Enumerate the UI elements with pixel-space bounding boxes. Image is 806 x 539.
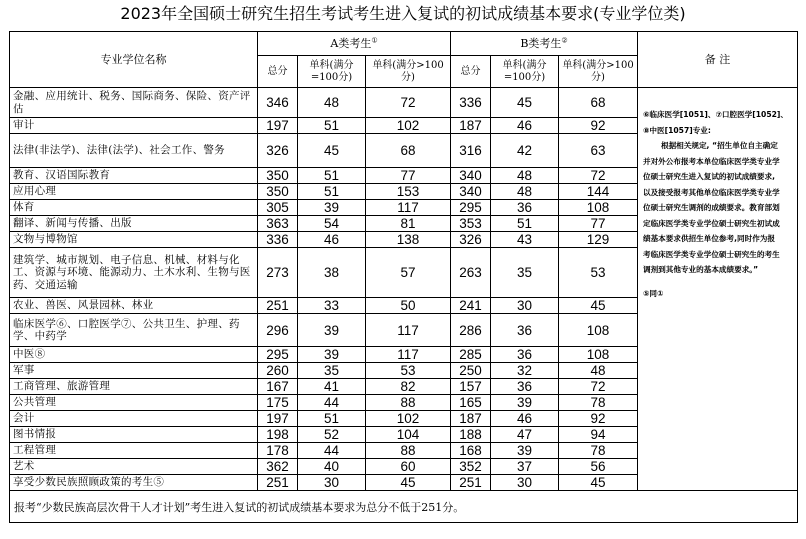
score-cell-a-100: 45 — [298, 134, 366, 168]
degree-name-cell: 审计 — [10, 118, 258, 134]
score-cell-b-gt100: 56 — [559, 459, 638, 475]
score-cell-b-total: 353 — [451, 216, 491, 232]
score-cell-b-100: 46 — [491, 411, 559, 427]
score-cell-a-gt100: 117 — [366, 314, 451, 347]
remarks-line: ⑤同① — [643, 288, 664, 298]
score-cell-b-100: 30 — [491, 475, 559, 491]
group-b-header — [451, 32, 638, 56]
score-cell-a-100: 44 — [298, 395, 366, 411]
score-cell-b-gt100: 72 — [559, 168, 638, 184]
degree-name-cell: 军事 — [10, 363, 258, 379]
score-cell-b-100: 39 — [491, 395, 559, 411]
score-cell-a-100: 46 — [298, 232, 366, 248]
score-cell-a-gt100: 60 — [366, 459, 451, 475]
score-cell-b-100: 36 — [491, 379, 559, 395]
remarks-cell — [638, 88, 798, 491]
a-single-100-header: 单科(满分=100分) — [298, 56, 366, 88]
score-cell-b-total: 188 — [451, 427, 491, 443]
score-cell-a-100: 39 — [298, 314, 366, 347]
score-cell-a-gt100: 72 — [366, 88, 451, 118]
remarks-line: 位硕士研究生进入复试的初试成绩要求, — [643, 172, 775, 181]
score-cell-a-gt100: 68 — [366, 134, 451, 168]
score-cell-a-total: 305 — [258, 200, 298, 216]
score-cell-a-total: 336 — [258, 232, 298, 248]
score-cell-b-100: 46 — [491, 118, 559, 134]
score-cell-b-gt100: 144 — [559, 184, 638, 200]
score-cell-b-total: 285 — [451, 347, 491, 363]
group-b-label: B类考生 — [520, 37, 562, 50]
footer-row — [10, 491, 798, 523]
degree-name-cell: 图书情报 — [10, 427, 258, 443]
score-cell-b-total: 187 — [451, 118, 491, 134]
degree-name-cell: 翻译、新闻与传播、出版 — [10, 216, 258, 232]
score-cell-b-gt100: 92 — [559, 411, 638, 427]
score-cell-a-total: 346 — [258, 88, 298, 118]
score-cell-a-gt100: 88 — [366, 443, 451, 459]
score-cell-b-total: 241 — [451, 298, 491, 314]
score-cell-a-total: 363 — [258, 216, 298, 232]
degree-name-cell: 教育、汉语国际教育 — [10, 168, 258, 184]
degree-name-cell: 临床医学⑥、口腔医学⑦、公共卫生、护理、药学、中药学 — [10, 314, 258, 347]
score-cell-a-100: 51 — [298, 411, 366, 427]
remarks-line: 考临床医学类专业学位硕士研究生的考生 — [643, 249, 780, 259]
score-cell-b-100: 51 — [491, 216, 559, 232]
group-b-footnote-mark: ② — [561, 36, 568, 45]
score-cell-a-gt100: 50 — [366, 298, 451, 314]
score-cell-a-100: 44 — [298, 443, 366, 459]
degree-name-cell: 会计 — [10, 411, 258, 427]
score-cell-b-total: 340 — [451, 184, 491, 200]
score-cell-b-100: 39 — [491, 443, 559, 459]
score-cell-b-total: 187 — [451, 411, 491, 427]
degree-name-cell: 艺术 — [10, 459, 258, 475]
score-cell-b-total: 352 — [451, 459, 491, 475]
page-title: 2023年全国硕士研究生招生考试考生进入复试的初试成绩基本要求(专业学位类) — [120, 4, 686, 23]
score-cell-b-100: 30 — [491, 298, 559, 314]
score-cell-a-gt100: 102 — [366, 411, 451, 427]
score-cell-b-gt100: 77 — [559, 216, 638, 232]
score-cell-b-total: 157 — [451, 379, 491, 395]
score-cell-a-100: 48 — [298, 88, 366, 118]
a-total-header: 总分 — [258, 56, 298, 88]
score-cell-b-100: 47 — [491, 427, 559, 443]
score-cell-b-total: 340 — [451, 168, 491, 184]
score-cell-b-100: 36 — [491, 347, 559, 363]
score-cell-a-gt100: 82 — [366, 379, 451, 395]
score-cell-a-total: 197 — [258, 411, 298, 427]
score-cell-a-100: 30 — [298, 475, 366, 491]
score-cell-b-total: 250 — [451, 363, 491, 379]
score-cell-b-total: 168 — [451, 443, 491, 459]
degree-name-cell: 文物与博物馆 — [10, 232, 258, 248]
b-single-100-header: 单科(满分=100分) — [491, 56, 559, 88]
degree-name-cell: 农业、兽医、风景园林、林业 — [10, 298, 258, 314]
score-cell-a-100: 51 — [298, 184, 366, 200]
score-cell-b-100: 35 — [491, 248, 559, 298]
score-cell-a-total: 251 — [258, 298, 298, 314]
remarks-line: 以及接受报考其他单位临床医学类专业学 — [643, 187, 780, 197]
remarks-header: 备 注 — [638, 32, 798, 88]
score-cell-b-gt100: 108 — [559, 314, 638, 347]
degree-name-cell: 体育 — [10, 200, 258, 216]
remarks-line: 位硕士研究生调剂的成绩要求。教育部划 — [643, 203, 780, 212]
footer-note: 报考“少数民族高层次骨干人才计划”考生进入复试的初试成绩基本要求为总分不低于251分。 — [10, 491, 798, 523]
table-row — [10, 88, 798, 118]
degree-name-cell: 应用心理 — [10, 184, 258, 200]
score-cell-a-gt100: 53 — [366, 363, 451, 379]
score-cell-a-gt100: 138 — [366, 232, 451, 248]
score-cell-b-total: 165 — [451, 395, 491, 411]
score-cell-a-total: 175 — [258, 395, 298, 411]
score-cell-a-100: 52 — [298, 427, 366, 443]
score-cell-a-total: 295 — [258, 347, 298, 363]
score-cell-a-100: 35 — [298, 363, 366, 379]
remarks-line: ⑧中医[1057]专业: — [643, 125, 711, 135]
score-cell-a-gt100: 77 — [366, 168, 451, 184]
group-a-label: A类考生 — [330, 37, 372, 50]
score-cell-b-total: 251 — [451, 475, 491, 491]
score-cell-b-gt100: 45 — [559, 475, 638, 491]
b-total-header: 总分 — [451, 56, 491, 88]
score-cell-a-gt100: 153 — [366, 184, 451, 200]
score-cell-b-gt100: 53 — [559, 248, 638, 298]
score-cell-a-100: 51 — [298, 118, 366, 134]
degree-name-cell: 建筑学、城市规划、电子信息、机械、材料与化工、资源与环境、能源动力、土木水利、生物与医药、交通运输 — [10, 248, 258, 298]
group-a-header — [258, 32, 451, 56]
score-cell-b-gt100: 68 — [559, 88, 638, 118]
score-cell-b-total: 295 — [451, 200, 491, 216]
score-cell-a-100: 40 — [298, 459, 366, 475]
score-cell-b-gt100: 63 — [559, 134, 638, 168]
score-cell-b-100: 48 — [491, 184, 559, 200]
remarks-line: 调剂到其他专业的基本成绩要求。” — [643, 265, 759, 274]
score-cell-a-gt100: 104 — [366, 427, 451, 443]
score-cell-b-gt100: 45 — [559, 298, 638, 314]
score-cell-a-100: 41 — [298, 379, 366, 395]
score-cell-a-total: 296 — [258, 314, 298, 347]
score-cell-b-100: 36 — [491, 314, 559, 347]
score-cell-a-gt100: 81 — [366, 216, 451, 232]
score-cell-b-100: 37 — [491, 459, 559, 475]
score-cell-a-gt100: 117 — [366, 347, 451, 363]
b-single-over100-header: 单科(满分>100分) — [559, 56, 638, 88]
score-cell-a-100: 54 — [298, 216, 366, 232]
score-cell-b-100: 36 — [491, 200, 559, 216]
remarks-line: 绩基本要求供招生单位参考,同时作为报 — [643, 234, 775, 243]
score-cell-a-total: 350 — [258, 168, 298, 184]
remarks-line: 定临床医学类专业学位硕士研究生初试成 — [643, 218, 780, 228]
score-cell-b-gt100: 48 — [559, 363, 638, 379]
score-cell-b-total: 263 — [451, 248, 491, 298]
degree-name-cell: 金融、应用统计、税务、国际商务、保险、资产评估 — [10, 88, 258, 118]
score-cell-a-total: 350 — [258, 184, 298, 200]
score-cell-a-100: 51 — [298, 168, 366, 184]
degree-name-cell: 工程管理 — [10, 443, 258, 459]
score-cell-b-total: 326 — [451, 232, 491, 248]
score-cell-a-total: 167 — [258, 379, 298, 395]
score-cell-b-total: 286 — [451, 314, 491, 347]
score-cell-a-total: 198 — [258, 427, 298, 443]
degree-name-cell: 享受少数民族照顾政策的考生⑤ — [10, 475, 258, 491]
score-cell-a-gt100: 117 — [366, 200, 451, 216]
degree-name-cell: 法律(非法学)、法律(法学)、社会工作、警务 — [10, 134, 258, 168]
score-cell-a-100: 33 — [298, 298, 366, 314]
score-cell-a-gt100: 102 — [366, 118, 451, 134]
degree-name-cell: 公共管理 — [10, 395, 258, 411]
score-cell-a-100: 39 — [298, 347, 366, 363]
score-cell-a-total: 362 — [258, 459, 298, 475]
score-cell-b-gt100: 94 — [559, 427, 638, 443]
score-cell-a-total: 273 — [258, 248, 298, 298]
score-cell-b-100: 32 — [491, 363, 559, 379]
score-cell-b-gt100: 129 — [559, 232, 638, 248]
score-cell-b-100: 43 — [491, 232, 559, 248]
score-cell-a-total: 178 — [258, 443, 298, 459]
score-cell-a-gt100: 88 — [366, 395, 451, 411]
group-a-footnote-mark: ① — [371, 36, 378, 45]
a-single-over100-header: 单科(满分>100分) — [366, 56, 451, 88]
score-cell-b-total: 316 — [451, 134, 491, 168]
score-cell-b-100: 42 — [491, 134, 559, 168]
score-cell-b-100: 45 — [491, 88, 559, 118]
degree-column-header: 专业学位名称 — [10, 32, 258, 88]
score-requirements-table — [9, 31, 798, 523]
score-cell-a-total: 197 — [258, 118, 298, 134]
score-cell-a-100: 39 — [298, 200, 366, 216]
degree-name-cell: 中医⑧ — [10, 347, 258, 363]
score-cell-a-total: 260 — [258, 363, 298, 379]
score-cell-b-gt100: 108 — [559, 347, 638, 363]
score-cell-a-100: 38 — [298, 248, 366, 298]
degree-name-cell: 工商管理、旅游管理 — [10, 379, 258, 395]
score-cell-b-100: 48 — [491, 168, 559, 184]
remarks-line: 并对外公布报考本单位临床医学类专业学 — [643, 156, 780, 166]
score-cell-b-gt100: 78 — [559, 395, 638, 411]
score-cell-b-gt100: 108 — [559, 200, 638, 216]
score-cell-b-total: 336 — [451, 88, 491, 118]
score-cell-b-gt100: 92 — [559, 118, 638, 134]
score-cell-a-total: 326 — [258, 134, 298, 168]
remarks-line: 根据相关规定, “招生单位自主确定 — [661, 141, 778, 150]
score-cell-a-total: 251 — [258, 475, 298, 491]
remarks-line: ⑥临床医学[1051]、⑦口腔医学[1052]、 — [643, 110, 788, 119]
score-cell-a-gt100: 45 — [366, 475, 451, 491]
score-cell-b-gt100: 78 — [559, 443, 638, 459]
score-cell-b-gt100: 72 — [559, 379, 638, 395]
score-cell-a-gt100: 57 — [366, 248, 451, 298]
